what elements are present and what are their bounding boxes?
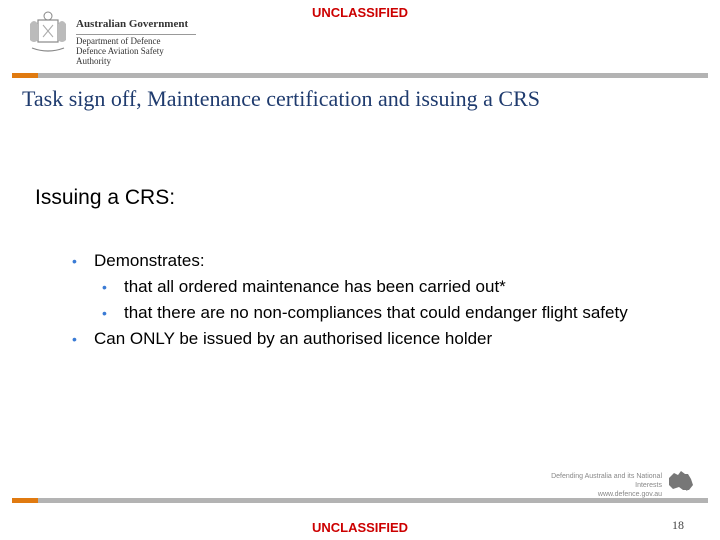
- header-divider-bar: [12, 73, 708, 78]
- sub-bullet-text: that all ordered maintenance has been carried out*: [124, 277, 506, 296]
- slide-title: Task sign off, Maintenance certification and issuing a CRS: [22, 86, 540, 111]
- bullet-icon: •: [102, 279, 107, 295]
- footer-accent: [12, 498, 38, 503]
- logo-government-text: Australian Government: [76, 18, 189, 30]
- bullet-text: Demonstrates:: [94, 251, 205, 270]
- bullet-item: [70, 250, 690, 272]
- bullet-list: [70, 250, 690, 354]
- government-logo: [26, 10, 196, 66]
- sub-bullet-text: that there are no non-compliances that could endanger flight safety: [124, 303, 628, 322]
- logo-authority-text: Defence Aviation Safety Authority: [76, 46, 164, 66]
- slide-subheading: Issuing a CRS:: [35, 186, 176, 209]
- footer-tagline-text: Defending Australia and its National Interests: [551, 473, 662, 489]
- bullet-icon: •: [72, 331, 77, 347]
- page-number: 18: [672, 518, 684, 532]
- footer-url: www.defence.gov.au: [597, 491, 662, 498]
- logo-divider: [76, 34, 196, 35]
- coat-of-arms-icon: [26, 10, 70, 60]
- logo-department-text: Department of Defence: [76, 36, 161, 46]
- classification-bottom: UNCLASSIFIED: [311, 520, 409, 535]
- bullet-icon: •: [72, 253, 77, 269]
- bullet-icon: •: [102, 305, 107, 321]
- header-accent: [12, 73, 38, 78]
- footer-tagline: [540, 472, 662, 499]
- footer-divider-bar: [12, 498, 708, 503]
- classification-top: UNCLASSIFIED: [311, 5, 409, 20]
- bullet-item: [70, 328, 690, 350]
- australia-map-icon: [666, 468, 694, 492]
- sub-bullet-item: [70, 302, 690, 324]
- bullet-text: Can ONLY be issued by an authorised licence holder: [94, 329, 493, 348]
- sub-bullet-item: [70, 276, 690, 298]
